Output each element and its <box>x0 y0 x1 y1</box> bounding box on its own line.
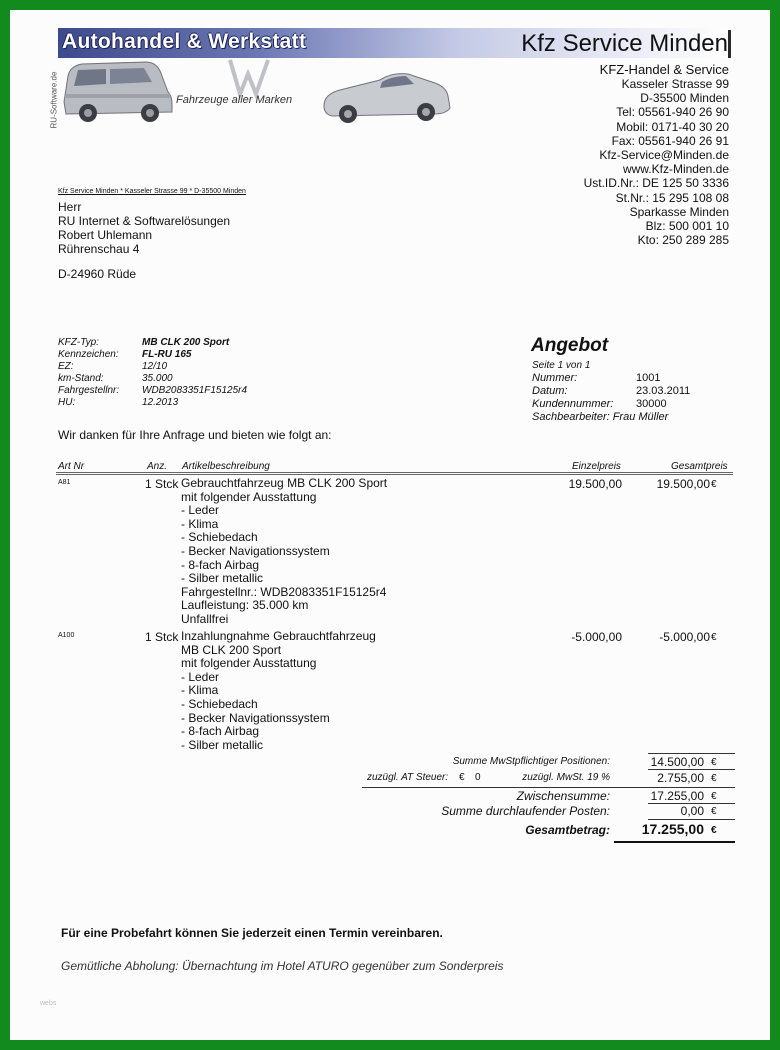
address-line: KFZ-Handel & Service <box>599 62 729 77</box>
row-total: 19.500,00 <box>656 477 710 491</box>
intro-text: Wir danken für Ihre Anfrage und bieten wie folgt an: <box>58 428 332 442</box>
col-header-unit-price: Einzelpreis <box>572 461 621 472</box>
table-header-rule <box>56 474 733 475</box>
row-description-line: - Becker Navigationssystem <box>181 544 330 558</box>
offer-title: Angebot <box>531 335 609 356</box>
subtotal-currency: € <box>711 791 717 802</box>
at-tax-label: zuzügl. AT Steuer: <box>367 772 449 783</box>
offer-meta-label: Datum: <box>532 385 568 397</box>
address-line: Tel: 05561-940 26 90 <box>616 105 729 120</box>
company-address <box>584 62 729 247</box>
row-description-line: - 8-fach Airbag <box>181 557 260 572</box>
invoice-page <box>10 10 770 1040</box>
vat-label: zuzügl. MwSt. 19 % <box>522 772 610 783</box>
row-description-line: mit folgender Ausstattung <box>181 656 317 671</box>
header-divider <box>728 30 731 58</box>
row-description-line: - Schiebedach <box>181 530 258 545</box>
vehicle-label: KFZ-Typ: <box>58 337 99 348</box>
row-qty: 1 Stck <box>145 630 179 644</box>
row-art-nr: A100 <box>58 632 75 639</box>
vehicle-value: 12.2013 <box>142 397 179 408</box>
row-description-line: Gebrauchtfahrzeug MB CLK 200 Sport <box>181 476 388 490</box>
row-description-line: - Schiebedach <box>181 697 258 711</box>
recipient-street: Rührenschau 4 <box>58 242 140 256</box>
taxable-label: Summe MwStpflichtiger Positionen: <box>452 756 610 767</box>
row-description-line: - Klima <box>181 516 219 531</box>
at-tax-currency: € <box>459 772 465 783</box>
summary-rule <box>648 819 735 820</box>
col-header-art-nr: Art Nr <box>58 461 85 472</box>
logo-mark <box>230 60 268 94</box>
address-line: Kfz-Service@Minden.de <box>599 148 729 163</box>
footer-extra: Gemütliche Abholung: Übernachtung im Hotel ATURO gegenüber zum Sonderpreis <box>61 959 504 973</box>
offer-meta-label: Nummer: <box>532 372 578 384</box>
address-line: D-35500 Minden <box>640 91 729 106</box>
offer-agent: Sachbearbeiter: Frau Müller <box>532 411 669 423</box>
offer-meta-label: Kundennummer: <box>532 398 614 410</box>
recipient-salutation: Herr <box>58 200 82 214</box>
row-unit-price: -5.000,00 <box>571 630 622 644</box>
col-header-total: Gesamtpreis <box>671 461 728 472</box>
row-qty: 1 Stck <box>145 477 179 491</box>
taxable-value: 14.500,00 <box>650 755 704 769</box>
row-art-nr: A81 <box>58 479 71 486</box>
total-value: 17.255,00 <box>641 821 704 837</box>
vehicle-label: km-Stand: <box>58 373 104 384</box>
vehicle-value: 12/10 <box>142 361 168 372</box>
row-unit-price: 19.500,00 <box>568 477 622 491</box>
side-watermark-text: RU-Software.de <box>49 71 59 129</box>
summary-rule <box>648 769 735 770</box>
row-description-line: - Becker Navigationssystem <box>181 710 330 725</box>
car-illustration <box>62 54 452 130</box>
slogan: Fahrzeuge aller Marken <box>176 94 293 106</box>
address-line: www.Kfz-Minden.de <box>622 162 729 177</box>
row-description-line: Inzahlungnahme Gebrauchtfahrzeug <box>181 629 376 643</box>
row-total: -5.000,00 <box>659 630 710 644</box>
total-double-rule <box>614 841 735 843</box>
vehicle-value: MB CLK 200 Sport <box>142 337 230 348</box>
row-description-line: - Leder <box>181 669 220 684</box>
row-description-line: - Silber metallic <box>181 571 264 586</box>
sender-line: Kfz Service Minden * Kasseler Strasse 99 * D-35500 Minden <box>58 188 246 195</box>
recipient-city: D-24960 Rüde <box>58 267 137 281</box>
at-tax-value: 0 <box>475 772 481 783</box>
row-description-line: - Leder <box>181 503 220 518</box>
total-currency: € <box>711 825 717 836</box>
side-watermark <box>48 60 60 130</box>
row-description-line: Unfallfrei <box>181 612 229 626</box>
offer-date: 23.03.2011 <box>636 385 691 397</box>
summary-rule <box>362 787 735 788</box>
row-description-line: - 8-fach Airbag <box>181 724 260 739</box>
banner-title: Autohandel & Werkstatt <box>62 30 307 53</box>
table-header-rule <box>56 472 733 473</box>
roadster-image <box>324 74 450 123</box>
transit-currency: € <box>711 806 717 817</box>
address-line: Ust.ID.Nr.: DE 125 50 3336 <box>583 176 729 191</box>
row-description-line: Laufleistung: 35.000 km <box>181 598 309 613</box>
address-line: Fax: 05561-940 26 91 <box>611 133 729 148</box>
summary-rule <box>648 753 735 754</box>
page-indicator: Seite 1 von 1 <box>532 360 591 371</box>
row-description-line: MB CLK 200 Sport <box>181 642 282 657</box>
col-header-qty: Anz. <box>147 461 168 472</box>
row-currency: € <box>711 632 717 643</box>
subtotal-label: Zwischensumme: <box>516 789 610 803</box>
address-line: Mobil: 0171-40 30 20 <box>616 119 729 134</box>
taxable-currency: € <box>711 757 717 768</box>
row-description-line: Fahrgestellnr.: WDB2083351F15125r4 <box>181 584 387 599</box>
recipient-address <box>58 200 230 256</box>
customer-number: 30000 <box>636 398 667 410</box>
vehicle-value: 35.000 <box>142 373 173 384</box>
vehicle-label: Kennzeichen: <box>58 349 119 360</box>
footer-note: Für eine Probefahrt können Sie jederzeit einen Termin vereinbaren. <box>61 926 443 940</box>
address-line: Sparkasse Minden <box>629 204 729 219</box>
transit-label: Summe durchlaufender Posten: <box>441 804 610 818</box>
recipient-name: Robert Uhlemann <box>58 228 153 242</box>
vat-value: 2.755,00 <box>657 771 704 785</box>
total-label: Gesamtbetrag: <box>525 823 610 837</box>
row-description-line: mit folgender Ausstattung <box>181 489 317 504</box>
footer-mark: webs <box>40 1000 57 1007</box>
vehicle-value: FL-RU 165 <box>142 349 192 360</box>
company-name: Kfz Service Minden <box>521 30 728 57</box>
address-line: St.Nr.: 15 295 108 08 <box>615 190 729 205</box>
transit-value: 0,00 <box>680 804 704 818</box>
address-line: Kasseler Strasse 99 <box>621 77 729 91</box>
vat-currency: € <box>711 773 717 784</box>
van-image <box>64 62 172 122</box>
row-description-line: - Klima <box>181 683 219 698</box>
row-currency: € <box>711 479 717 490</box>
address-line: Blz: 500 001 10 <box>645 219 729 234</box>
col-header-description: Artikelbeschreibung <box>182 461 270 472</box>
vehicle-value: WDB2083351F15125r4 <box>142 385 248 396</box>
address-line: Kto: 250 289 285 <box>637 233 729 248</box>
vehicle-label: EZ: <box>58 361 74 372</box>
offer-number: 1001 <box>636 372 661 384</box>
recipient-company: RU Internet & Softwarelösungen <box>58 214 231 228</box>
vehicle-label: HU: <box>58 397 76 408</box>
row-description-line: - Silber metallic <box>181 737 264 752</box>
vehicle-label: Fahrgestellnr: <box>58 385 120 396</box>
subtotal-value: 17.255,00 <box>650 789 704 803</box>
